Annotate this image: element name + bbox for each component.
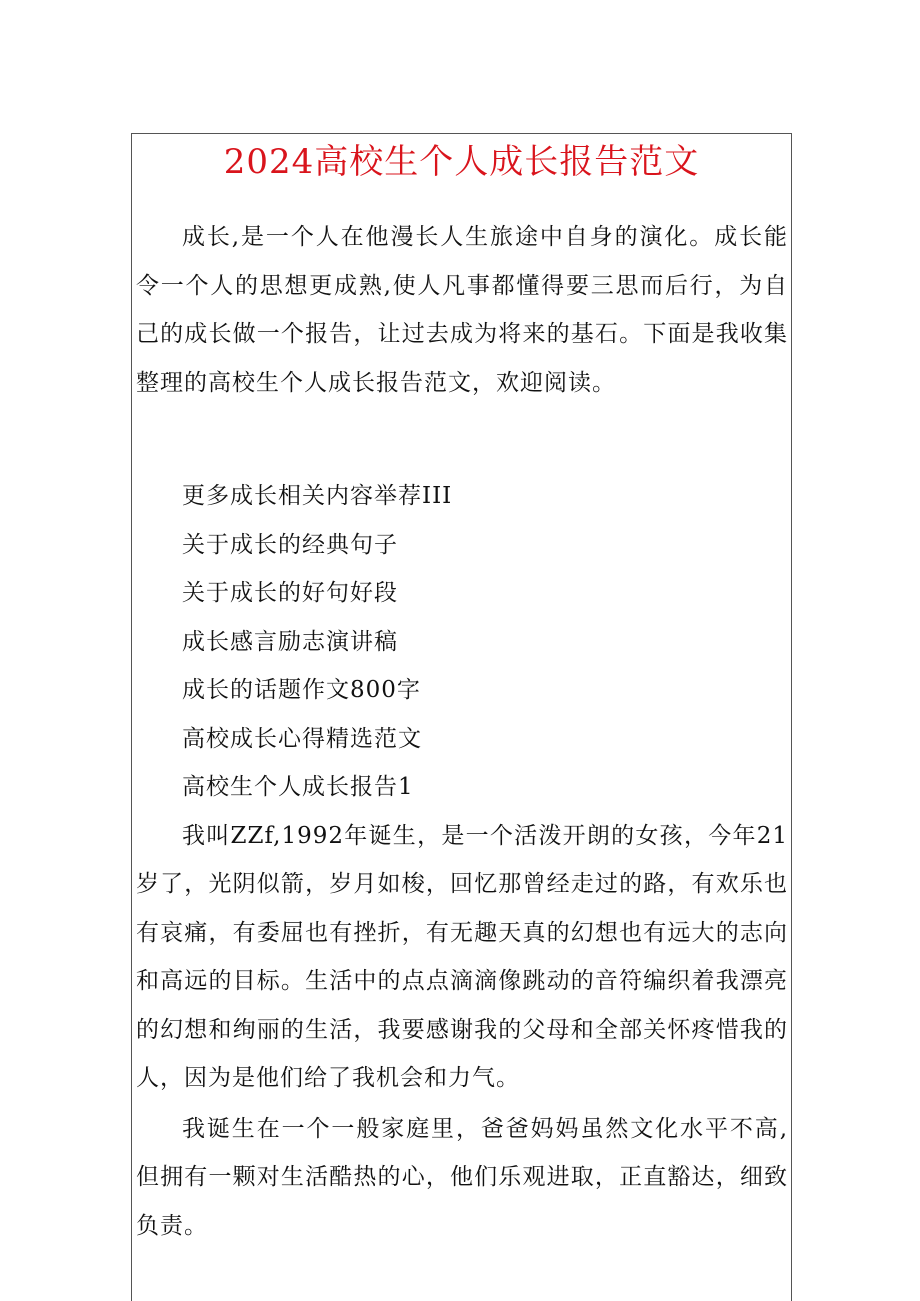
document-title: 2024高校生个人成长报告范文 (223, 142, 700, 182)
body-paragraph: 我诞生在一个一般家庭里，爸爸妈妈虽然文化水平不高,但拥有一颗对生活酷热的心，他们乐观进取，正直豁达，细致负责。 (136, 1115, 788, 1239)
related-link[interactable]: 高校成长心得精选范文 (182, 725, 422, 752)
blank-space (136, 407, 788, 472)
related-link[interactable]: 关于成长的好句好段 (182, 580, 398, 606)
body-paragraph: 我叫ZZf,1992年诞生，是一个活泼开朗的女孩，今年21岁了，光阴似箭，岁月如梭，回忆那曾经走过的路，有欢乐也有哀痛，有委屈也有挫折，有无趣天真的幻想也有远大的志向和高远的目标。生活中的点点滴滴像跳动的音符编织着我漂亮的幻想和绚丽的生活，我要感谢我的父母和全部关怀疼惜我的人，因为是他们给了我机会和力气。 (136, 822, 788, 1091)
section-heading: 高校生个人成长报告1 (182, 774, 414, 800)
document-body (136, 213, 788, 1250)
related-link[interactable]: 成长的话题作文800字 (182, 677, 421, 703)
related-heading: 更多成长相关内容举荐III (182, 483, 453, 509)
related-link[interactable]: 关于成长的经典句子 (182, 531, 398, 558)
related-links-list (136, 472, 788, 763)
intro-paragraph: 成长,是一个人在他漫长人生旅途中自身的演化。成长能令一个人的思想更成熟,使人凡事都懂得要三思而后行，为自己的成长做一个报告，让过去成为将来的基石。下面是我收集整理的高校生个人成长报告范文，欢迎阅读。 (136, 224, 788, 396)
related-link[interactable]: 成长感言励志演讲稿 (182, 628, 398, 655)
